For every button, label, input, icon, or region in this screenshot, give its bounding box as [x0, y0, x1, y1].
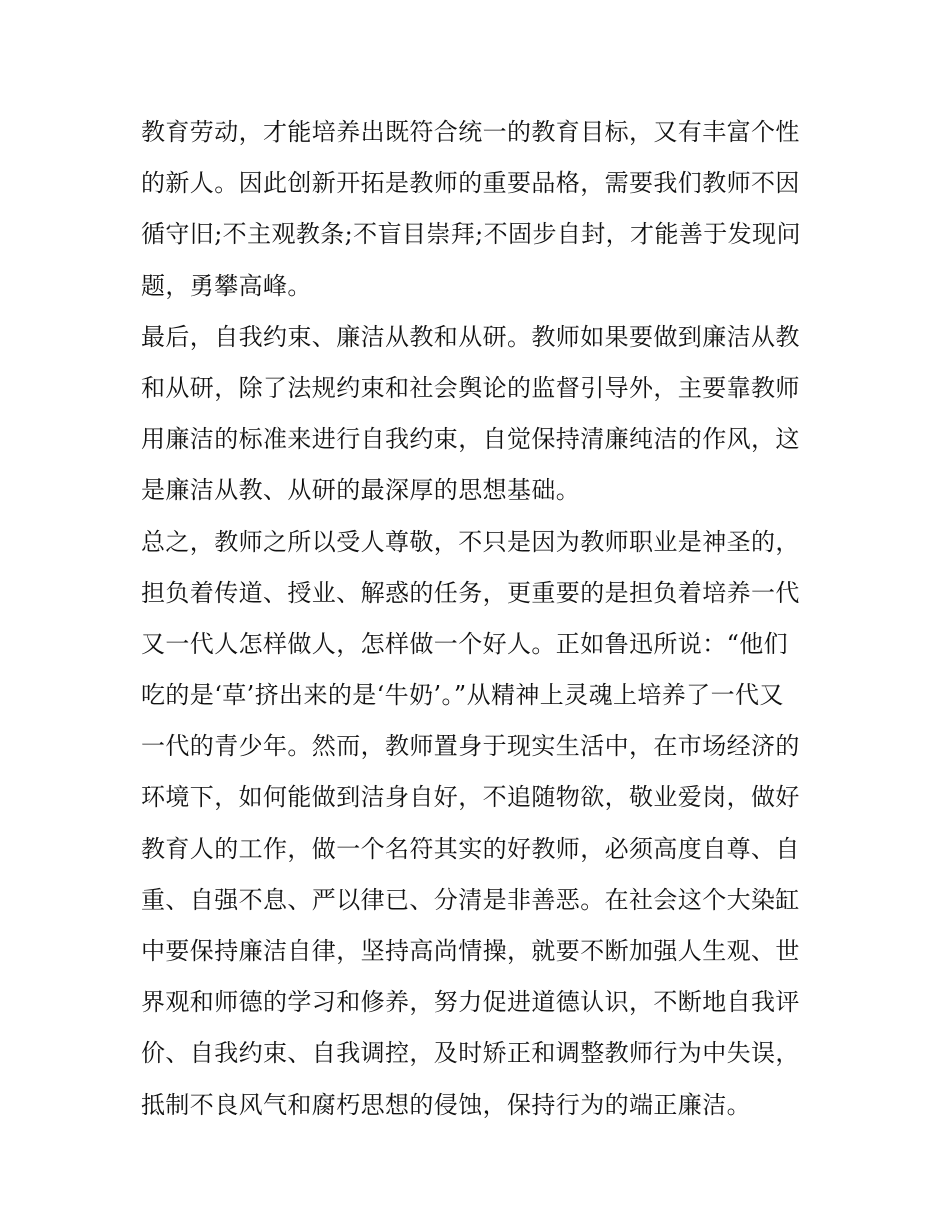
text-line: 是廉洁从教、从研的最深厚的思想基础。 — [141, 476, 581, 505]
text-line: 环境下，如何能做到洁身自好，不追随物欲，敬业爱岗，做好 — [141, 783, 800, 812]
text-line: 用廉洁的标准来进行自我约束，自觉保持清廉纯洁的作风，这 — [141, 425, 800, 454]
text-line: 教育人的工作，做一个名符其实的好教师，必须高度自尊、自 — [141, 834, 800, 863]
text-line: 重、自强不息、严以律已、分清是非善恶。在社会这个大染缸 — [141, 885, 800, 914]
text-line: 的新人。因此创新开拓是教师的重要品格，需要我们教师不因 — [141, 169, 800, 198]
text-line: 总之，教师之所以受人尊敬，不只是因为教师职业是神圣的， — [141, 527, 800, 556]
paragraph-conclusion — [141, 517, 813, 1131]
text-line: 和从研，除了法规约束和社会舆论的监督引导外，主要靠教师 — [141, 373, 800, 402]
text-line: 最后，自我约束、廉洁从教和从研。教师如果要做到廉洁从教 — [141, 322, 800, 351]
text-line: 价、自我约束、自我调控，及时矫正和调整教师行为中失误， — [141, 1039, 800, 1068]
text-line: 题，勇攀高峰。 — [141, 271, 312, 300]
text-line: 担负着传道、授业、解惑的任务，更重要的是担负着培养一代 — [141, 578, 800, 607]
text-line: 一代的青少年。然而，教师置身于现实生活中，在市场经济的 — [141, 732, 800, 761]
text-line: 界观和师德的学习和修养，努力促进道德认识，不断地自我评 — [141, 988, 800, 1017]
document-body — [141, 107, 813, 1131]
paragraph-self-discipline — [141, 312, 813, 517]
text-line: 又一代人怎样做人，怎样做一个好人。正如鲁迅所说：“他们 — [141, 629, 789, 658]
text-line: 中要保持廉洁自律，坚持高尚情操，就要不断加强人生观、世 — [141, 937, 800, 965]
text-line: 吃的是‘草’挤出来的是‘牛奶’。”从精神上灵魂上培养了一代又 — [141, 681, 784, 710]
text-line: 教育劳动，才能培养出既符合统一的教育目标，又有丰富个性 — [141, 118, 800, 146]
paragraph-innovation — [141, 107, 813, 312]
text-line: 抵制不良风气和腐朽思想的侵蚀，保持行为的端正廉洁。 — [141, 1090, 751, 1119]
text-line: 循守旧;不主观教条;不盲目崇拜;不固步自封，才能善于发现问 — [141, 220, 801, 249]
